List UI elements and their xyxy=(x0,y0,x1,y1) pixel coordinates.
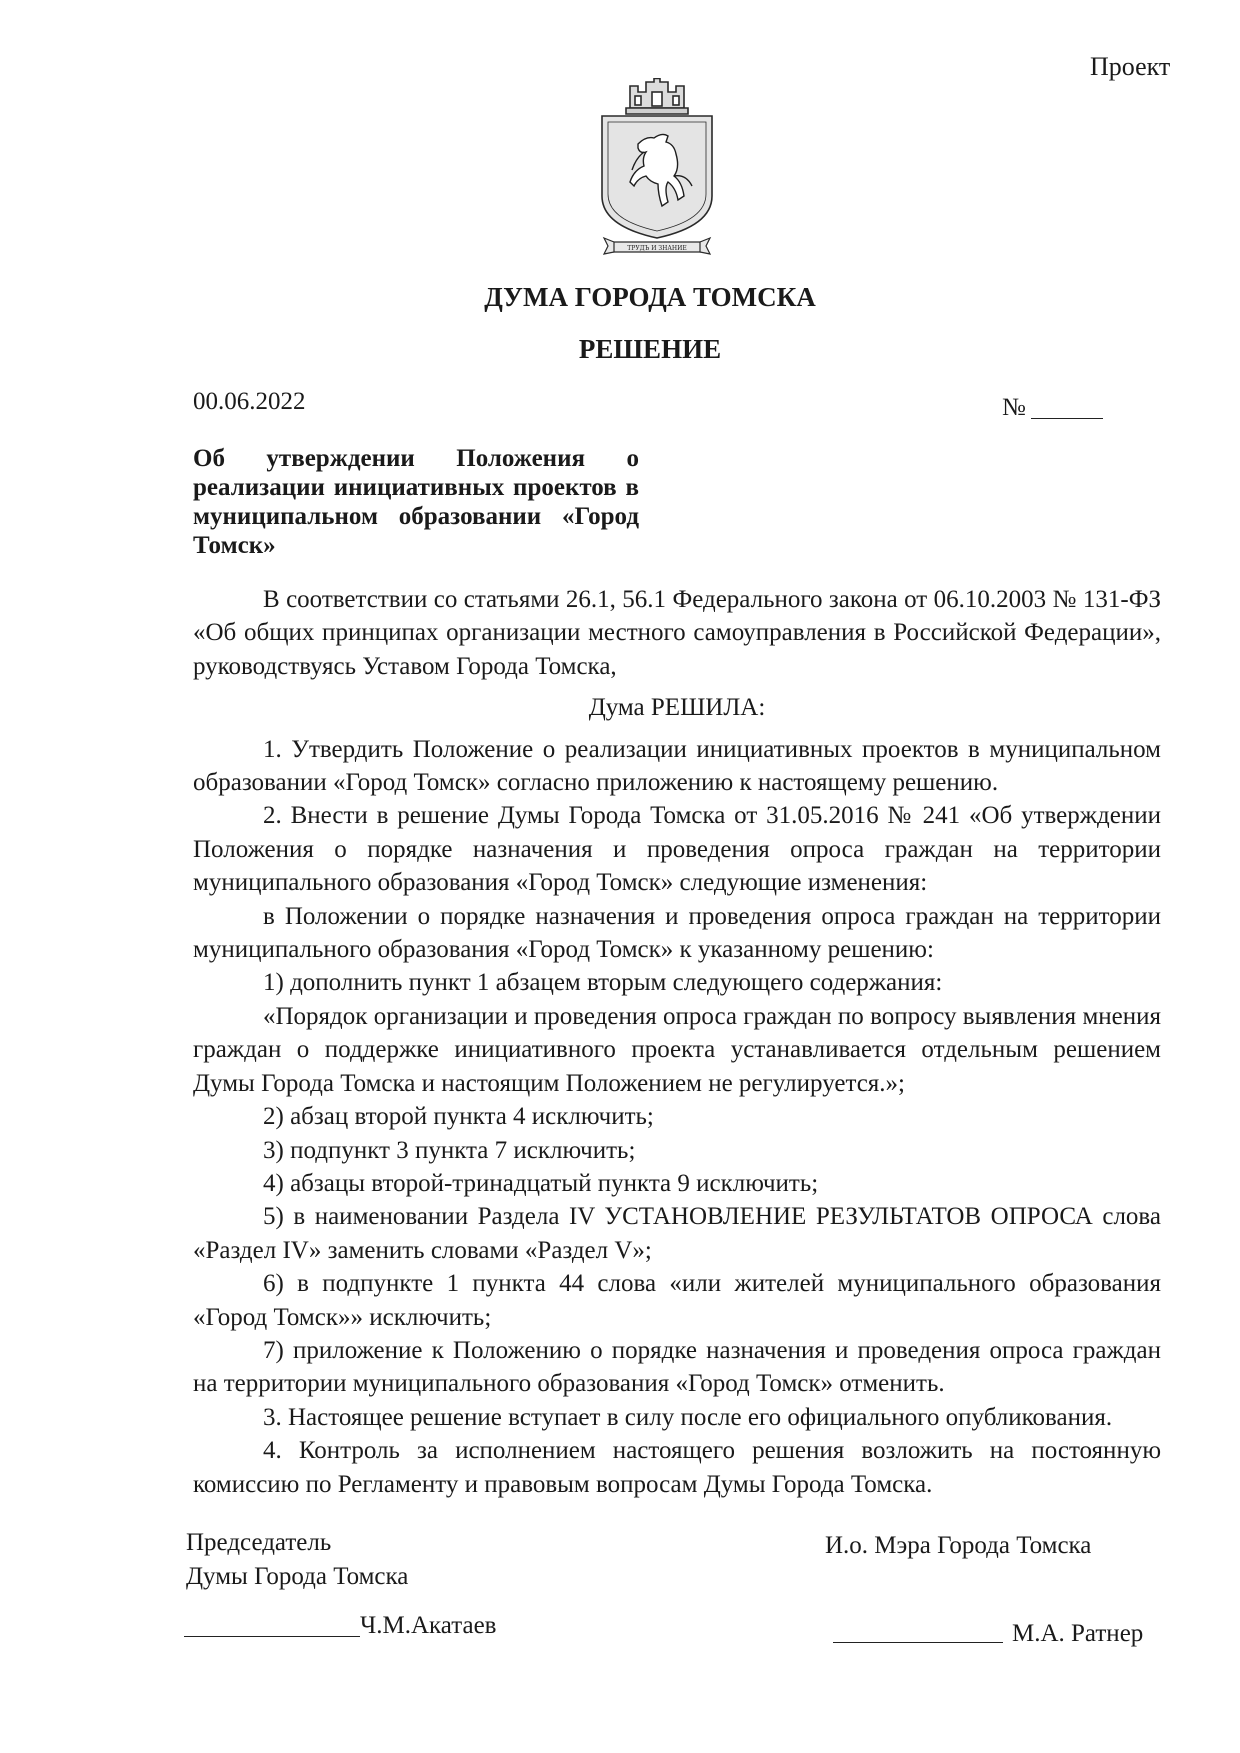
project-mark: Проект xyxy=(1090,52,1171,81)
amendment-7: 7) приложение к Положению о порядке назначения и проведения опроса граждан на территории муниципального образования «Город Томск» отменить. xyxy=(193,1336,1161,1398)
subject-line: Об утверждении Положения о xyxy=(193,445,639,472)
amendment-1-quote: «Порядок организации и проведения опроса граждан по вопросу выявления мнения граждан о поддержке инициативного проекта устанавливается отдельным решением Думы Города Томска и настоящим Положением не регулируется.»; xyxy=(193,1002,1161,1097)
document-number-label: № xyxy=(1002,394,1026,421)
amendment-4: 4) абзацы второй-тринадцатый пункта 9 исключить; xyxy=(263,1169,819,1197)
resolution-item-2: 2. Внести в решение Думы Города Томска от 31.05.2016 № 241 «Об утверждении Положения о порядке назначения и проведения опроса граждан на территории муниципального образования «Город Томск» следующие изменения: xyxy=(193,802,1161,897)
subject-line: реализации инициативных проектов в xyxy=(193,474,639,501)
amendment-6: 6) в подпункте 1 пункта 44 слова «или жителей муниципального образования «Город Томск»» исключить; xyxy=(193,1270,1161,1331)
amendment-5: 5) в наименовании Раздела IV УСТАНОВЛЕНИЕ РЕЗУЛЬТАТОВ ОПРОСА слова «Раздел IV» заменить словами «Раздел V»; xyxy=(193,1203,1161,1264)
document-number-blank xyxy=(1031,418,1103,419)
amendment-2: 2) абзац второй пункта 4 исключить; xyxy=(263,1103,654,1131)
resolution-item-3: 3. Настоящее решение вступает в силу после его официального опубликования. xyxy=(263,1403,1113,1431)
resolution-item-2-intro: в Положении о порядке назначения и проведения опроса граждан на территории муниципального образования «Город Томск» к указанному решению: xyxy=(193,902,1161,964)
subject-line: Томск» xyxy=(193,532,276,559)
svg-text:ТРУДЪ И ЗНАНИЕ: ТРУДЪ И ЗНАНИЕ xyxy=(627,245,687,252)
chairman-title xyxy=(186,1526,408,1594)
chairman-title-line: Председатель xyxy=(186,1529,332,1556)
resolution-item-1: 1. Утвердить Положение о реализации инициативных проектов в муниципальном образовании «Город Томск» согласно приложению к настоящему решению. xyxy=(193,735,1161,797)
amendment-1: 1) дополнить пункт 1 абзацем вторым следующего содержания: xyxy=(263,969,943,997)
document-date: 00.06.2022 xyxy=(193,388,306,415)
org-title: ДУМА ГОРОДА ТОМСКА xyxy=(484,282,816,312)
resolution-heading: Дума РЕШИЛА: xyxy=(588,694,766,722)
chairman-signature-line xyxy=(184,1636,360,1637)
resolution-item-4: 4. Контроль за исполнением настоящего решения возложить на постоянную комиссию по Регламенту и правовым вопросам Думы Города Томска. xyxy=(193,1437,1161,1498)
mayor-title: И.о. Мэра Города Томска xyxy=(825,1532,1092,1559)
chairman-name: Ч.М.Акатаев xyxy=(360,1612,497,1639)
subject-line: муниципальном образовании «Город xyxy=(193,503,639,530)
preamble-paragraph: В соответствии со статьями 26.1, 56.1 Федерального закона от 06.10.2003 № 131-ФЗ «Об общих принципах организации местного самоуправления в Российской Федерации», руководствуясь Уставом Города Томска, xyxy=(193,586,1161,680)
document-subject xyxy=(193,444,639,560)
amendment-3: 3) подпункт 3 пункта 7 исключить; xyxy=(263,1136,636,1164)
mayor-signature-line xyxy=(833,1642,1003,1643)
document-kind: РЕШЕНИЕ xyxy=(578,334,722,364)
chairman-title-line: Думы Города Томска xyxy=(186,1563,409,1590)
document-body xyxy=(193,583,1161,1501)
city-coat-of-arms-icon xyxy=(594,78,720,256)
mayor-name: М.А. Ратнер xyxy=(1012,1620,1144,1647)
